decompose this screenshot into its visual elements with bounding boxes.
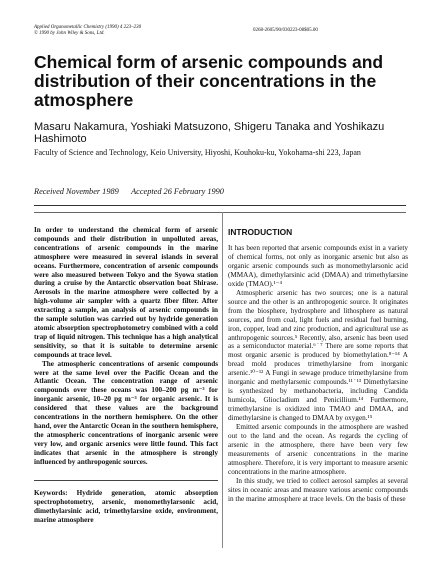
introduction-heading: INTRODUCTION: [228, 227, 293, 237]
introduction-paragraph-4: In this study, we tried to collect aerosol samples at several sites in oceanic areas and measure various arsenic compounds in the marine atmosphere at trace levels. On the basis of these: [228, 476, 408, 503]
journal-header: [34, 25, 141, 37]
introduction-body: [228, 244, 408, 504]
header-divider: [34, 205, 406, 206]
copyright-line: © 1990 by John Wiley & Sons, Ltd.: [34, 31, 105, 36]
column-divider: [222, 212, 223, 548]
received-date: Received November 1989: [34, 187, 119, 196]
article-title: Chemical form of arsenic compounds and distribution of their concentrations in the atmosphere: [34, 52, 384, 110]
author-list: Masaru Nakamura, Yoshiaki Matsuzono, Shigeru Tanaka and Yoshikazu Hashimoto: [34, 121, 385, 145]
introduction-paragraph-2: Atmospheric arsenic has two sources; one is a natural source and the other is an anthropogenic source. It originates from the biosphere, hydrosphere and lithosphere as natural sources, and from coal, light fuels and residual fuel burning, iron, copper, lead and zinc production, and agricultural use as anthropogenic sources.⁵ Recently, also, arsenic has been used as a semiconductor material.⁶˙⁷ There are some reports that most organic arsenic is produced by biomethylation.⁸⁻¹⁴ A bread mold produces trimethylarsine from inorganic arsenic.¹⁰⁻¹² A Fungi in sewage produce trimethylarsine from inorganic and methylarsenic compounds.¹¹˙¹³ Dimethylarsine is synthesized by methanobacteria, including Candida humicola, Gliocladium and Penicillium.¹⁴ Furthermore, trimethylarsine is oxidized into TMAO and DMAA, and dimethylarsine is changed to DMAA by oxygen.¹⁵: [228, 288, 408, 423]
introduction-paragraph-1: It has been reported that arsenic compounds exist in a variety of chemical forms, not only as inorganic arsenic but also as organic arsenic compounds such as monomethylarsonic acid (MMAA), dimethylarsinic acid (DMAA) and trimethylarsine oxide (TMAO).¹⁻⁴: [228, 244, 408, 288]
keywords-divider: [34, 480, 218, 481]
abstract-divider: [34, 212, 406, 213]
introduction-paragraph-3: Emitted arsenic compounds in the atmosphere are washed out to the land and the ocean. As regards the cycling of arsenic in the atmosphere, there have been very few measurements of arsenic concentrations in the marine atmosphere. Therefore, it is very important to measure arsenic concentrations in the marine atmosphere.: [228, 423, 408, 476]
accepted-date: Accepted 26 February 1990: [131, 187, 224, 196]
keywords: Keywords: Hydride generation, atomic absorption spectrophotometry, arsenic, monomethylarsonic acid, dimethylarsinic acid, trimethylarsine oxide, environment, marine atmosphere: [34, 489, 218, 524]
dates-line: [34, 187, 224, 196]
journal-citation: Applied Organometallic Chemistry (1990) 4 223–230: [34, 25, 142, 30]
abstract-paragraph-1: In order to understand the chemical form of arsenic compounds and their distribution in unpolluted areas, concentrations of arsenic compounds in the marine atmosphere were measured in several islands in several oceans. Furthermore, concentration of arsenic compounds were also measured between Tokyo and the Syowa station during a cruise by the Antarctic observation boat Shirase. Aerosols in the marine atmosphere were collected by a high-volume air sampler with a quartz fiber filter. After extracting a sample, an analysis of arsenic compounds in the sample solution was carried out by hydride generation atomic absorption spectrophotometry combined with a cold trap of liquid nitrogen. This technique has a high analytical sensitivity, so that it is suitable to determine arsenic compounds at trace level.: [34, 226, 218, 359]
abstract: [34, 226, 218, 466]
article-code: 0268-2605/90/030223-08$05.00: [253, 28, 318, 33]
abstract-paragraph-2: The atmospheric concentrations of arsenic compounds were at the same level over the Pacific Ocean and the Atlantic Ocean. The concentration range of arsenic compounds over these oceans was 100–200 pg m⁻³ for inorganic arsenic, 10–20 pg m⁻³ for organic arsenic. It is considered that these values are the background concentrations in the northern hemisphere. On the other hand, over the Antarctic Ocean in the southern hemisphere, the atmospheric concentrations of inorganic arsenic were very low, and organic arsenics were little found. This fact indicates that arsenic in the atmosphere is strongly influenced by anthropogenic sources.: [34, 359, 218, 466]
affiliation: Faculty of Science and Technology, Keio University, Hiyoshi, Kouhoku-ku, Yokohama-shi 223, Japan: [34, 148, 361, 157]
